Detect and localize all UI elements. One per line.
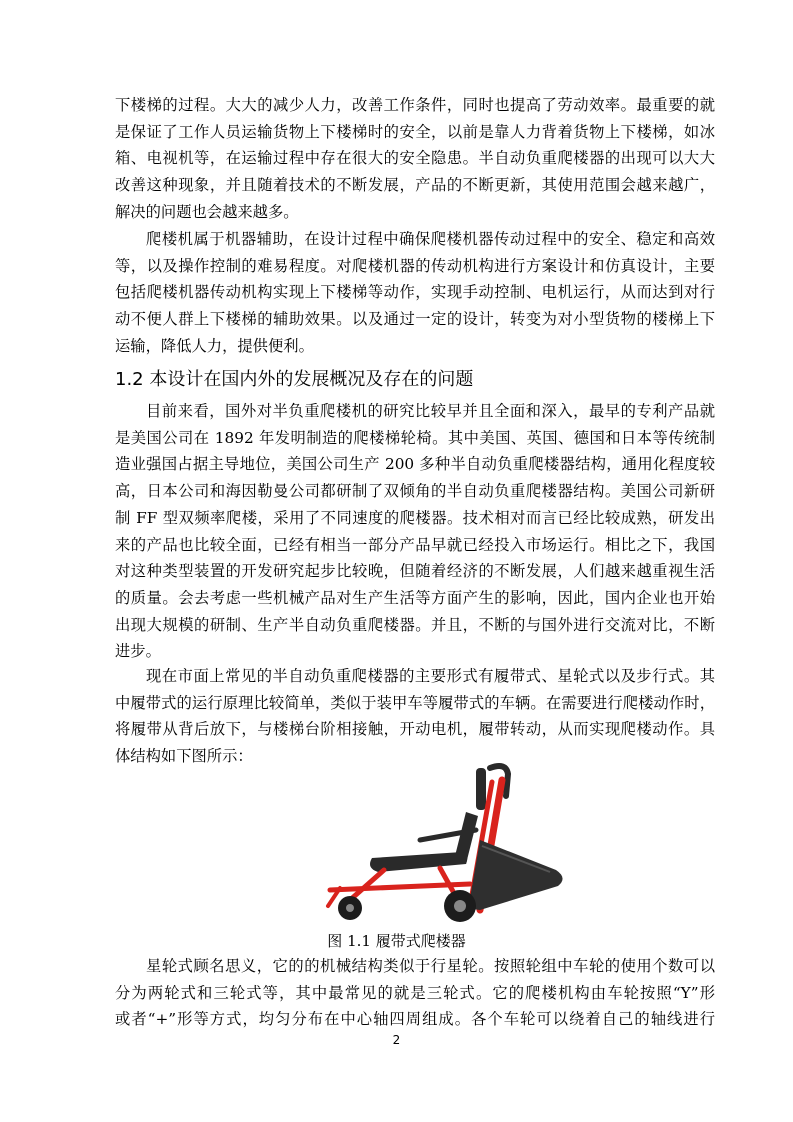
text-line: 进步。 (115, 642, 161, 661)
text-line: 运输，降低人力，提供便利。 (115, 336, 314, 355)
tracked-stair-climber-image (320, 760, 580, 925)
text-line: 箱、电视机等，在运输过程中存在很大的安全隐患。半自动负重爬楼器的出现可以大大 (115, 149, 715, 168)
control-box (476, 768, 486, 810)
paragraph-star-wheel (115, 953, 715, 1033)
text-line: 下楼梯的过程。大大的减少人力，改善工作条件，同时也提高了劳动效率。最重要的就 (115, 96, 715, 114)
rear-wheel-hub (454, 900, 466, 912)
text-line: 改善这种现象，并且随着技术的不断发展，产品的不断更新，其使用范围会越来越广， (115, 176, 715, 195)
text-line: 星轮式顾名思义，它的的机械结构类似于行星轮。按照轮组中车轮的使用个数可以 (146, 957, 715, 975)
text-line: 包括爬楼机器传动机构实现上下楼梯等动作，实现手动控制、电机运行，从而达到对行 (115, 283, 715, 302)
text-line: 的质量。会去考虑一些机械产品对生产生活等方面产生的影响，因此，国内企业也开始 (115, 588, 715, 607)
text-line: 是美国公司在 1892 年发明制造的爬楼梯轮椅。其中美国、英国、德国和日本等传统制 (115, 428, 715, 447)
paragraph-overview (115, 398, 715, 665)
text-line: 分为两轮式和三轮式等，其中最常见的就是三轮式。它的爬楼机构由车轮按照“Y”形 (115, 983, 715, 1002)
crawler-track (470, 840, 563, 910)
text-line: 将履带从背后放下，与楼梯台阶相接触，开动电机，履带转动，从而实现爬楼动作。具 (115, 720, 715, 739)
figure-stair-climber (320, 760, 580, 925)
text-line: 造业强国占据主导地位，美国公司生产 200 多种半自动负重爬楼器结构，通用化程度较 (115, 455, 715, 474)
paragraph-crawler-type (115, 663, 715, 770)
text-line: 出现大规模的研制、生产半自动负重爬楼器。并且，不断的与国外进行交流对比，不断 (115, 615, 715, 634)
text-line: 是保证了工作人员运输货物上下楼梯时的安全，以前是靠人力背着货物上下楼梯，如冰 (115, 122, 715, 141)
front-wheel-hub (346, 904, 354, 912)
text-line: 对这种类型装置的开发研究起步比较晚，但随着经济的不断发展，人们越来越重视生活 (115, 562, 715, 581)
text-line: 制 FF 型双频率爬楼，采用了不同速度的爬楼器。技术相对而言已经比较成熟，研发出 (115, 508, 715, 527)
page-number: 2 (392, 1033, 401, 1047)
text-line: 或者“+”形等方式，均匀分布在中心轴四周组成。各个车轮可以绕着自己的轴线进行 (115, 1010, 715, 1029)
text-line: 爬楼机属于机器辅助，在设计过程中确保爬楼机器传动过程中的安全、稳定和高效 (146, 230, 715, 248)
text-line: 来的产品也比较全面，已经有相当一部分产品早就已经投入市场运行。相比之下，我国 (115, 535, 715, 554)
text-line: 解决的问题也会越来越多。 (115, 202, 299, 221)
text-line: 动不便人群上下楼梯的辅助效果。以及通过一定的设计，转变为对小型货物的楼梯上下 (115, 310, 715, 329)
text-line: 等，以及操作控制的难易程度。对爬楼机器的传动机构进行方案设计和仿真设计，主要 (115, 256, 715, 275)
front-leg (350, 870, 384, 900)
figure-caption: 图 1.1 履带式爬楼器 (327, 932, 466, 950)
text-line: 体结构如下图所示： (115, 747, 253, 766)
text-line: 现在市面上常见的半自动负重爬楼器的主要形式有履带式、星轮式以及步行式。其 (146, 667, 715, 685)
paragraph-intro-continued (115, 92, 715, 226)
text-line: 中履带式的运行原理比较简单，类似于装甲车等履带式的车辆。在需要进行爬楼动作时， (115, 693, 715, 712)
text-line: 目前来看，国外对半负重爬楼机的研究比较早并且全面和深入，最早的专利产品就 (146, 402, 715, 420)
paragraph-design-purpose (115, 226, 715, 360)
section-heading: 1.2 本设计在国内外的发展概况及存在的问题 (115, 369, 474, 390)
text-line: 高，日本公司和海因勒曼公司都研制了双倾角的半自动负重爬楼器结构。美国公司新研 (115, 482, 715, 501)
